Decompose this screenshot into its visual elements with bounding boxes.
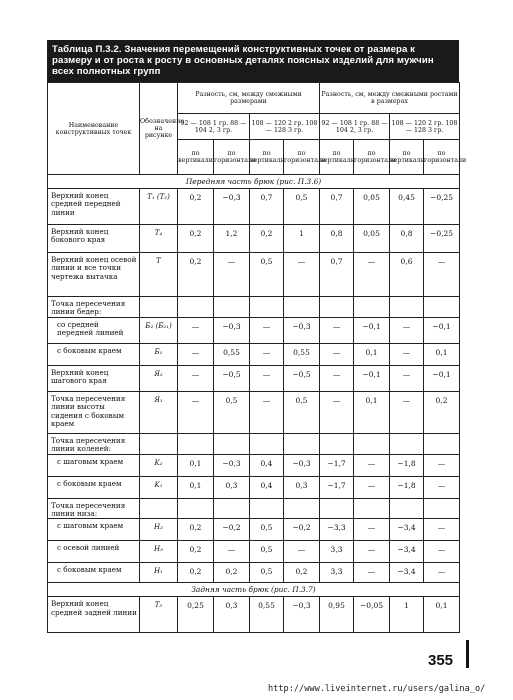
row-value: 0,5 (250, 519, 284, 541)
row-value: −3,4 (390, 563, 424, 583)
row-value (250, 498, 284, 519)
row-value: 0,4 (250, 476, 284, 498)
table-row (48, 433, 460, 454)
row-value: — (390, 317, 424, 343)
row-value: — (390, 365, 424, 391)
header-vert: по вертикали (390, 140, 424, 175)
row-value (320, 297, 354, 318)
table-row (48, 563, 460, 583)
row-value (320, 498, 354, 519)
row-name: Верхний конец бокового края (48, 225, 140, 253)
row-name: Верхний конец осевой линии и все точки чертежа вытачка (48, 253, 140, 297)
row-value: 0,55 (214, 343, 250, 365)
table-row (48, 297, 460, 318)
row-value: −0,3 (214, 454, 250, 476)
row-value: 0,4 (250, 454, 284, 476)
row-value (354, 498, 390, 519)
row-value (284, 498, 320, 519)
row-value: 0,2 (424, 391, 460, 433)
row-name: с боковым краем (48, 343, 140, 365)
row-value: −1,7 (320, 476, 354, 498)
row-value: 0,7 (320, 189, 354, 225)
row-value: 0,7 (250, 189, 284, 225)
row-value: — (390, 343, 424, 365)
row-symbol: K₂ (140, 454, 178, 476)
row-value: 0,2 (284, 563, 320, 583)
row-symbol: Б₁ (140, 343, 178, 365)
header-horiz: по горизонтали (214, 140, 250, 175)
row-value (250, 433, 284, 454)
row-name: Верхний конец средней передней линии (48, 189, 140, 225)
row-value: −0,25 (424, 225, 460, 253)
row-value: −0,5 (214, 365, 250, 391)
header-vert: по вертикали (250, 140, 284, 175)
data-table (47, 82, 467, 633)
row-value: −1,8 (390, 476, 424, 498)
row-value: 0,1 (424, 343, 460, 365)
row-name: со средней передней линией (48, 317, 140, 343)
row-value: — (424, 563, 460, 583)
row-name: с шаговым краем (48, 454, 140, 476)
row-value: 0,5 (250, 253, 284, 297)
row-value: — (424, 253, 460, 297)
row-value (354, 433, 390, 454)
row-value: — (178, 317, 214, 343)
header-sub-a: 92 — 108 1 гр. 88 — 104 2, 3 гр. (178, 114, 250, 140)
header-sub-b: 108 — 120 2 гр. 108 — 128 3 гр. (250, 114, 320, 140)
row-symbol: H₅ (140, 541, 178, 563)
row-value: — (424, 519, 460, 541)
row-value: −0,3 (284, 597, 320, 633)
row-value: −0,25 (424, 189, 460, 225)
row-value: 1,2 (214, 225, 250, 253)
row-value: 0,5 (214, 391, 250, 433)
row-value: 0,1 (354, 343, 390, 365)
row-value: — (354, 253, 390, 297)
row-symbol: T₄ (140, 225, 178, 253)
row-value: — (250, 343, 284, 365)
row-value (390, 297, 424, 318)
row-value: −0,1 (424, 317, 460, 343)
row-value: 0,5 (250, 541, 284, 563)
row-value: 3,3 (320, 541, 354, 563)
header-sub-c: 92 — 108 1 гр. 88 — 104 2, 3 гр. (320, 114, 390, 140)
row-value: — (320, 391, 354, 433)
row-value (424, 433, 460, 454)
row-value: −0,2 (214, 519, 250, 541)
row-value: −0,2 (284, 519, 320, 541)
row-value: 0,95 (320, 597, 354, 633)
row-value: — (320, 343, 354, 365)
row-value: 0,2 (178, 253, 214, 297)
row-name: с боковым краем (48, 476, 140, 498)
row-value: — (284, 541, 320, 563)
header-horiz: по горизонтали (354, 140, 390, 175)
table-row (48, 225, 460, 253)
row-value: — (354, 476, 390, 498)
row-symbol: K₁ (140, 476, 178, 498)
row-symbol: H₁ (140, 563, 178, 583)
row-symbol (140, 433, 178, 454)
row-symbol (140, 498, 178, 519)
row-value: 0,7 (320, 253, 354, 297)
row-name: Верхний конец шагового края (48, 365, 140, 391)
row-value: 0,2 (250, 225, 284, 253)
row-value: 0,5 (284, 391, 320, 433)
row-value (424, 498, 460, 519)
row-value: — (250, 365, 284, 391)
row-value (214, 297, 250, 318)
row-value: −0,3 (284, 317, 320, 343)
row-symbol (140, 297, 178, 318)
row-value (390, 433, 424, 454)
row-value: — (178, 391, 214, 433)
row-value (214, 433, 250, 454)
row-value: 1 (284, 225, 320, 253)
row-value (178, 433, 214, 454)
row-value (424, 297, 460, 318)
table-row (48, 253, 460, 297)
row-value: — (320, 365, 354, 391)
row-name: Точка пересечения линии бедер: (48, 297, 140, 318)
row-value: 0,2 (178, 189, 214, 225)
row-value: −0,05 (354, 597, 390, 633)
row-value: −1,7 (320, 454, 354, 476)
footer-url: http://www.liveinternet.ru/users/galina_o/ (268, 684, 486, 694)
row-value: −3,3 (320, 519, 354, 541)
row-value: — (178, 365, 214, 391)
row-value (354, 297, 390, 318)
section-back-title: Задняя часть брюк (рис. П.3.7) (48, 583, 460, 597)
row-value: 0,3 (284, 476, 320, 498)
row-value (214, 498, 250, 519)
row-value (250, 297, 284, 318)
row-name: Точка пересечения линии высоты сидения с боковым краем (48, 391, 140, 433)
row-value: 0,3 (214, 597, 250, 633)
row-value: 0,55 (250, 597, 284, 633)
header-horiz: по горизонтали (284, 140, 320, 175)
row-value (390, 498, 424, 519)
header-sub-d: 108 — 120 2 гр. 108 — 128 3 гр. (390, 114, 460, 140)
table-title: Таблица П.3.2. Значения перемещений конструктивных точек от размера к размеру и от роста к росту в основных деталях поясных изделий для мужчин всех полнотных групп (47, 40, 459, 82)
row-value (178, 297, 214, 318)
row-value: — (284, 253, 320, 297)
row-value: 0,5 (284, 189, 320, 225)
row-value (284, 297, 320, 318)
row-value (178, 498, 214, 519)
row-value: 0,2 (178, 563, 214, 583)
row-value: 0,05 (354, 225, 390, 253)
row-value: −0,3 (214, 189, 250, 225)
table-row (48, 317, 460, 343)
section-front-title: Передняя часть брюк (рис. П.3.6) (48, 175, 460, 189)
table-row (48, 343, 460, 365)
row-value: — (250, 391, 284, 433)
row-symbol: T₁ (T₂) (140, 189, 178, 225)
row-value: — (354, 541, 390, 563)
row-value: −0,1 (354, 365, 390, 391)
row-value: −0,3 (214, 317, 250, 343)
row-value: −0,1 (424, 365, 460, 391)
table-row (48, 541, 460, 563)
row-value: −0,3 (284, 454, 320, 476)
row-symbol: Я₂ (140, 365, 178, 391)
row-value: 0,45 (390, 189, 424, 225)
row-name: Точка пересечения линии низа: (48, 498, 140, 519)
table-row (48, 454, 460, 476)
row-value: 0,1 (178, 454, 214, 476)
table-row (48, 476, 460, 498)
table-row (48, 498, 460, 519)
row-value: — (178, 343, 214, 365)
row-value: — (424, 541, 460, 563)
row-value: 0,1 (354, 391, 390, 433)
row-value: 3,3 (320, 563, 354, 583)
row-value (320, 433, 354, 454)
row-value: 0,2 (178, 225, 214, 253)
row-symbol: Б₂ (Б₂₁) (140, 317, 178, 343)
row-name: с шаговым краем (48, 519, 140, 541)
page-number: 355 (428, 652, 454, 669)
row-value: 0,8 (320, 225, 354, 253)
row-value: −0,5 (284, 365, 320, 391)
header-horiz: по горизонтали (424, 140, 460, 175)
row-value: 0,5 (250, 563, 284, 583)
row-value: 1 (390, 597, 424, 633)
row-value: −1,8 (390, 454, 424, 476)
row-value: −3,4 (390, 519, 424, 541)
row-value: — (354, 519, 390, 541)
row-value: — (214, 541, 250, 563)
row-value: 0,2 (178, 519, 214, 541)
row-value: 0,2 (178, 541, 214, 563)
row-value (284, 433, 320, 454)
table-row (48, 597, 460, 633)
header-vert: по вертикали (320, 140, 354, 175)
row-symbol: Я₁ (140, 391, 178, 433)
header-height-diff: Разность, см, между смежными ростами в размерах (320, 83, 460, 114)
row-symbol: T (140, 253, 178, 297)
row-value: 0,8 (390, 225, 424, 253)
row-value: — (354, 563, 390, 583)
row-value: — (214, 253, 250, 297)
row-value: — (424, 476, 460, 498)
row-value: — (390, 391, 424, 433)
row-value: 0,6 (390, 253, 424, 297)
table-row (48, 519, 460, 541)
row-value: 0,05 (354, 189, 390, 225)
row-value: −0,1 (354, 317, 390, 343)
row-value: 0,55 (284, 343, 320, 365)
row-name: с боковым краем (48, 563, 140, 583)
row-name: с осевой линией (48, 541, 140, 563)
row-value: — (250, 317, 284, 343)
header-name: Наименование конструктивных точек (48, 83, 140, 175)
row-value: 0,3 (214, 476, 250, 498)
row-name: Верхний конец средней задней линии (48, 597, 140, 633)
table-row (48, 365, 460, 391)
table-row (48, 391, 460, 433)
row-value: −3,4 (390, 541, 424, 563)
row-value: 0,1 (424, 597, 460, 633)
row-value: — (424, 454, 460, 476)
row-value: 0,1 (178, 476, 214, 498)
row-value: 0,25 (178, 597, 214, 633)
document-page (47, 40, 467, 633)
row-value: — (354, 454, 390, 476)
row-symbol: T₅ (140, 597, 178, 633)
row-name: Точка пересечения линии коленей: (48, 433, 140, 454)
row-symbol: H₂ (140, 519, 178, 541)
row-value: 0,2 (214, 563, 250, 583)
row-value: — (320, 317, 354, 343)
table-row (48, 189, 460, 225)
page-marker-bar (466, 640, 469, 668)
header-symbol: Обозначение на рисунке (140, 83, 178, 175)
header-size-diff: Разность, см, между смежными размерами (178, 83, 320, 114)
header-vert: по вертикали (178, 140, 214, 175)
